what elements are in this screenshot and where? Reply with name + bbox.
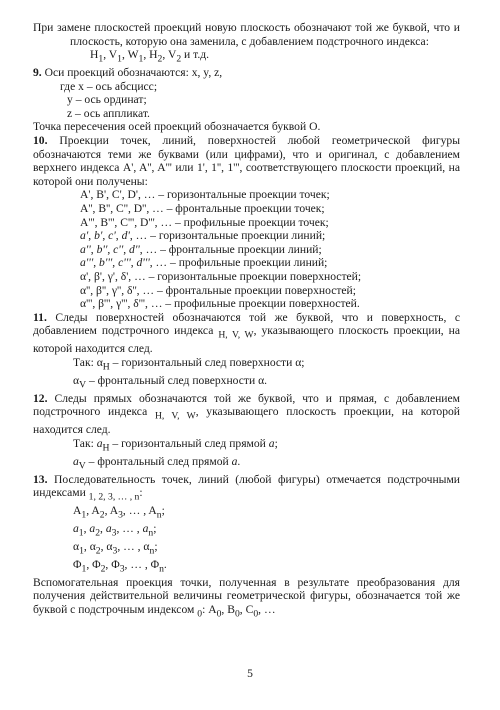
paragraph-10-line-8: α'', β'', γ'', δ'', … – фронтальные проекции поверхностей; [80,283,356,297]
paragraph-13-line-4: $\Phi_1$, $\Phi_2$, $\Phi_3$, … , $\Phi_n$. [73,557,167,575]
paragraph-11: 11. Следы поверхностей обозначаются той же буквой, что и поверхность, с добавлением подстрочного индекса $_{H, V, W}$, указывающего плоскость проекции, на которой находится след. [33,310,460,356]
paragraph-13-line-2: $a_1$, $a_2$, $a_3$, … , $a_n$; [73,522,157,539]
paragraph-10-line-2: A'', B'', C'', D'', … – фронтальные проекции точек; [80,202,325,216]
paragraph-10-line-5: a'', b'', c'', d'', … – фронтальные проекции линий; [80,242,322,256]
paragraph-13-line-3: $\alpha_1$, $\alpha_2$, $\alpha_3$, … , $\alpha_n$; [73,539,158,557]
paragraph-12-line-2: $a_V$ – фронтальный след прямой a. [73,454,241,471]
paragraph-replace-planes: При замене плоскостей проекций новую плоскость обозначают той же буквой, что и плоскость, которую она заменила, с добавлением подстрочного индекса: [33,21,460,48]
paragraph-9-origin: Точка пересечения осей проекций обозначается буквой O. [33,120,321,134]
paragraph-9-y: y – ось ординат; [67,93,147,107]
paragraph-9: 9. Оси проекций обозначаются: x, y, z, [33,66,223,80]
paragraph-13-line-1: $A_1$, $A_2$, $A_3$, … , $A_n$; [73,504,165,521]
paragraph-13: 13. Последовательность точек, линий (любой фигуры) отмечается подстрочными индексами $_{1, 2, 3, \dots , n}$: [33,472,460,503]
paragraph-aux-projection: Вспомогательная проекция точки, полученная в результате преобразования для получения действительной величины геометрической фигуры, обозначается той же буквой с подстрочным индексом $_0$: $A_0$, $B_0$, $C_0$, … [33,575,460,620]
paragraph-10-line-7: α', β', γ', δ', … – горизонтальные проекции поверхностей; [80,270,362,283]
paragraph-11-line-2: $\alpha_V$ – фронтальный след поверхности α. [73,373,268,391]
paragraph-plane-list: $H_1$, $V_1$, $W_1$, $H_2$, $V_2$ и т.д. [90,48,210,65]
paragraph-10-line-9: α''', β''', γ''', δ''', … – профильные проекции поверхностей. [80,297,360,311]
paragraph-12-line-1: Так: $a_H$ – горизонтальный след прямой a; [73,436,278,454]
paragraph-9-z: z – ось аппликат. [67,106,150,120]
paragraph-10-line-1: A', B', C', D', … – горизонтальные проекции точек; [80,188,330,202]
paragraph-9-x: где x – ось абсцисс; [60,79,158,93]
paragraph-12: 12. Следы прямых обозначаются той же буквой, что и прямая, с добавлением подстрочного индекса $_{H, V, W}$, указывающего плоскость проекции, на которой находится след. [33,391,460,437]
paragraph-10-line-4: a', b', c', d', … – горизонтальные проекции линий; [80,229,326,243]
paragraph-10: 10. Проекции точек, линий, поверхностей любой геометрической фигуры обозначаются теми же буквами (или цифрами), что и оригинал, с добавлением верхнего индекса A', A'', A''' или 1', 1'', 1''', соответствующего плоскости проекций, на которой они получены: [33,134,460,188]
page-number: 5 [247,667,253,680]
paragraph-10-line-3: A''', B''', C''', D''', … – профильные проекции точек; [80,215,329,229]
paragraph-11-line-1: Так: $\alpha_H$ – горизонтальный след поверхности α; [73,355,305,373]
paragraph-10-line-6: a''', b''', c''', d''', … – профильные проекции линий; [80,256,328,270]
